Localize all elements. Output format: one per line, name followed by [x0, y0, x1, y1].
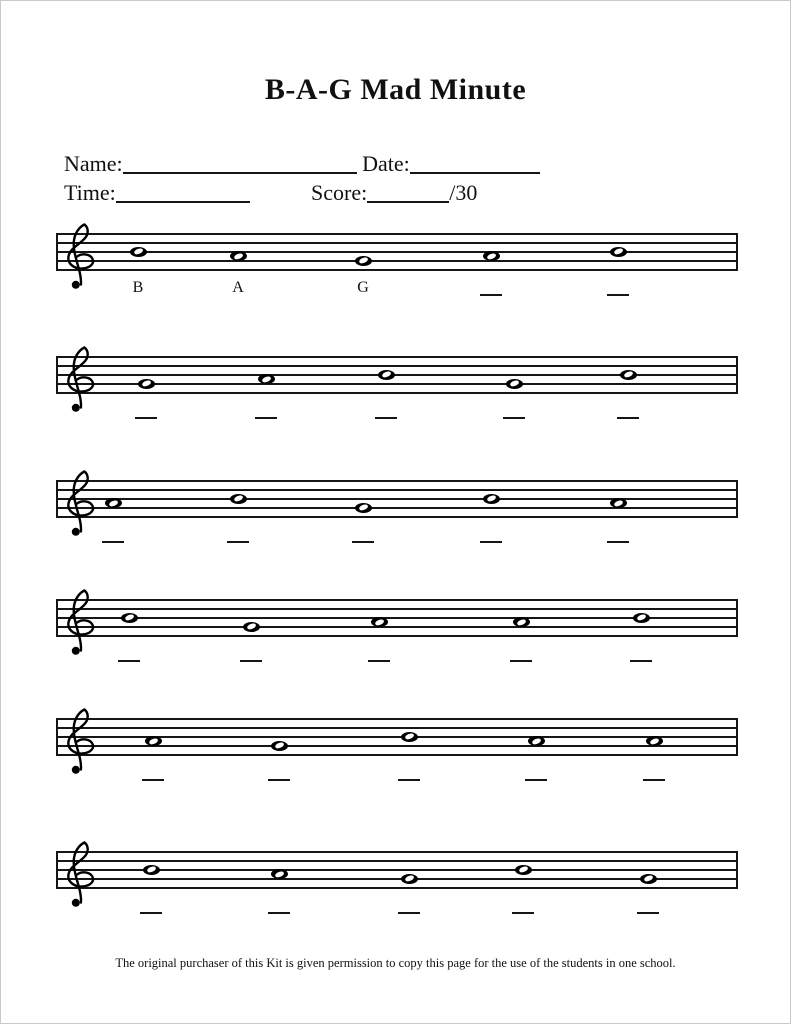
- staff-line: [56, 635, 738, 637]
- staff-line: [56, 718, 738, 720]
- left-barline: [56, 233, 58, 271]
- whole-note-A: [483, 251, 500, 261]
- whole-note-G: [401, 874, 418, 884]
- whole-note-B: [130, 247, 147, 257]
- answer-blank: [255, 402, 277, 419]
- right-barline: [736, 233, 738, 271]
- answer-blank: [102, 526, 124, 543]
- name-label: Name:: [64, 151, 123, 176]
- answer-blank: [480, 279, 502, 296]
- staff-line: [56, 489, 738, 491]
- answer-blank: [268, 764, 290, 781]
- staff-line: [56, 356, 738, 358]
- copyright-footer: The original purchaser of this Kit is given permission to copy this page for the use of the students in one school.: [115, 956, 676, 970]
- staff-line: [56, 233, 738, 235]
- answer-blank: [135, 402, 157, 419]
- left-barline: [56, 718, 58, 756]
- staff-line: [56, 887, 738, 889]
- whole-note-A: [258, 374, 275, 384]
- staff-line: [56, 480, 738, 482]
- staff-line: [56, 599, 738, 601]
- staff-system-6: [56, 851, 738, 889]
- answer-blank: [480, 526, 502, 543]
- header-row-name-date: [64, 147, 764, 177]
- time-blank: [116, 179, 250, 203]
- date-blank: [410, 150, 540, 174]
- answer-blank: [398, 897, 420, 914]
- staff-line: [56, 878, 738, 880]
- answer-blank: [375, 402, 397, 419]
- whole-note-B: [378, 370, 395, 380]
- answer-label: A: [232, 279, 244, 296]
- treble-clef-icon: [59, 469, 99, 541]
- staff-line: [56, 608, 738, 610]
- right-barline: [736, 718, 738, 756]
- answer-blank: [512, 897, 534, 914]
- whole-note-A: [528, 736, 545, 746]
- score-label: Score:: [311, 180, 368, 205]
- whole-note-G: [355, 503, 372, 513]
- answer-blank: [398, 764, 420, 781]
- treble-clef-icon: [59, 707, 99, 779]
- staff-line: [56, 727, 738, 729]
- treble-clef-icon: [59, 345, 99, 417]
- answer-blank: [607, 279, 629, 296]
- whole-note-B: [515, 865, 532, 875]
- staff-line: [56, 260, 738, 262]
- right-barline: [736, 480, 738, 518]
- left-barline: [56, 599, 58, 637]
- name-blank: [123, 150, 357, 174]
- answer-blank: [503, 402, 525, 419]
- staff-line: [56, 242, 738, 244]
- answer-blank: [140, 897, 162, 914]
- whole-note-G: [138, 379, 155, 389]
- date-label: Date:: [362, 151, 410, 176]
- whole-note-A: [646, 736, 663, 746]
- answer-blank: [142, 764, 164, 781]
- score-group: [311, 176, 477, 206]
- staff-line: [56, 507, 738, 509]
- right-barline: [736, 599, 738, 637]
- whole-note-B: [610, 247, 627, 257]
- staff-line: [56, 365, 738, 367]
- whole-note-B: [633, 613, 650, 623]
- staff-line: [56, 269, 738, 271]
- treble-clef-icon: [59, 840, 99, 912]
- whole-note-G: [355, 256, 372, 266]
- whole-note-A: [145, 736, 162, 746]
- left-barline: [56, 356, 58, 394]
- header-row-time-score: [64, 176, 764, 206]
- staff-system-5: [56, 718, 738, 756]
- staff-line: [56, 383, 738, 385]
- left-barline: [56, 480, 58, 518]
- answer-blank: [607, 526, 629, 543]
- time-label: Time:: [64, 180, 116, 205]
- treble-clef-icon: [59, 222, 99, 294]
- staff-line: [56, 851, 738, 853]
- whole-note-B: [121, 613, 138, 623]
- answer-blank: [525, 764, 547, 781]
- whole-note-B: [620, 370, 637, 380]
- whole-note-B: [143, 865, 160, 875]
- staff-system-1: [56, 233, 738, 296]
- whole-note-A: [271, 869, 288, 879]
- staff-line: [56, 860, 738, 862]
- treble-clef-icon: [59, 588, 99, 660]
- whole-note-G: [506, 379, 523, 389]
- answer-blank: [368, 645, 390, 662]
- score-blank: [367, 179, 449, 203]
- staff-line: [56, 498, 738, 500]
- answer-blank: [240, 645, 262, 662]
- whole-note-B: [483, 494, 500, 504]
- answer-blank: [630, 645, 652, 662]
- answer-blank: [268, 897, 290, 914]
- whole-note-A: [371, 617, 388, 627]
- whole-note-G: [640, 874, 657, 884]
- staff-line: [56, 626, 738, 628]
- left-barline: [56, 851, 58, 889]
- answer-blank: [510, 645, 532, 662]
- answer-blank: [637, 897, 659, 914]
- whole-note-B: [230, 494, 247, 504]
- whole-note-A: [610, 498, 627, 508]
- staff-line: [56, 745, 738, 747]
- right-barline: [736, 356, 738, 394]
- whole-note-A: [513, 617, 530, 627]
- staff-line: [56, 251, 738, 253]
- answer-blank: [118, 645, 140, 662]
- answer-blank: [617, 402, 639, 419]
- staff-line: [56, 392, 738, 394]
- whole-note-G: [243, 622, 260, 632]
- worksheet-title: B-A-G Mad Minute: [264, 73, 527, 106]
- answer-blank: [352, 526, 374, 543]
- answer-label: G: [357, 279, 369, 296]
- whole-note-A: [105, 498, 122, 508]
- staff-line: [56, 516, 738, 518]
- staff-system-4: [56, 599, 738, 637]
- whole-note-G: [271, 741, 288, 751]
- answer-blank: [227, 526, 249, 543]
- right-barline: [736, 851, 738, 889]
- answer-label: B: [132, 279, 144, 296]
- score-denominator: /30: [449, 180, 478, 205]
- staff-line: [56, 754, 738, 756]
- whole-note-A: [230, 251, 247, 261]
- staff-system-2: [56, 356, 738, 394]
- whole-note-B: [401, 732, 418, 742]
- staff-system-3: [56, 480, 738, 518]
- answer-blank: [643, 764, 665, 781]
